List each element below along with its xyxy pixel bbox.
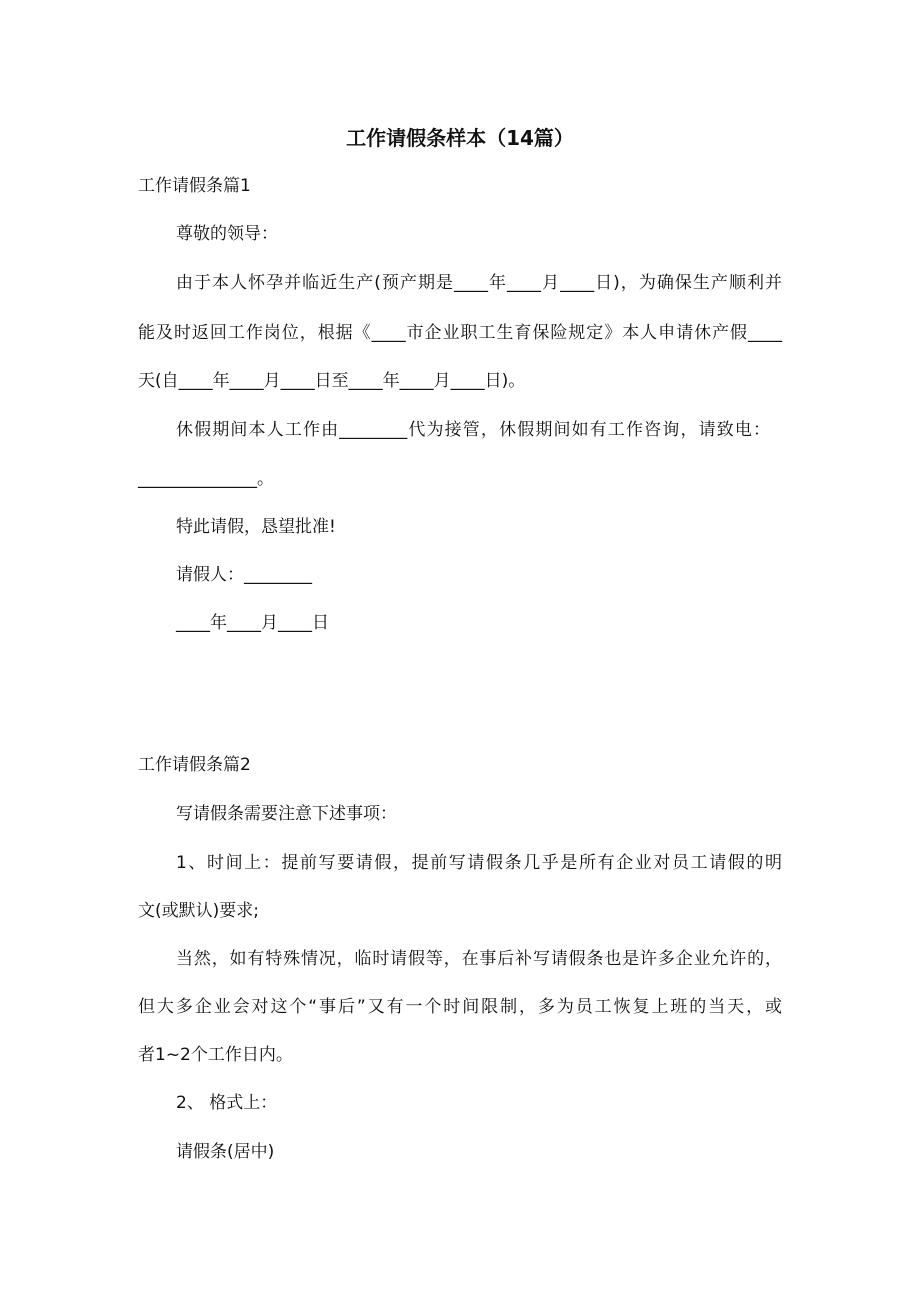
paragraph-3-line-1: 当然，如有特殊情况，临时请假等，在事后补写请假条也是许多企业允许的，	[176, 949, 782, 969]
paragraph-2-line-1: 休假期间本人工作由________代为接管，休假期间如有工作咨询，请致电：	[176, 420, 770, 440]
item-1-line-1: 1、时间上：提前写要请假，提前写请假条几乎是所有企业对员工请假的明	[176, 853, 782, 873]
section-2-intro: 写请假条需要注意下述事项：	[176, 804, 397, 824]
salutation: 尊敬的领导：	[176, 224, 278, 244]
paragraph-3-line-2: 但大多企业会对这个“事后”又有一个时间限制，多为员工恢复上班的当天，或	[138, 997, 782, 1017]
document-title: 工作请假条样本（14篇）	[346, 126, 574, 150]
paragraph-1-line-2: 能及时返回工作岗位，根据《____市企业职工生育保险规定》本人申请休产假____	[138, 323, 782, 343]
paragraph-3-line-3: 者1~2个工作日内。	[138, 1045, 293, 1065]
section-2-heading: 工作请假条篇2	[138, 755, 251, 775]
phone-blank-line: ______________。	[138, 469, 274, 489]
paragraph-1-line-1: 由于本人怀孕并临近生产(预产期是____年____月____日)，为确保生产顺利并	[176, 273, 782, 293]
format-title: 请假条(居中)	[176, 1142, 275, 1162]
item-2-line: 2、 格式上：	[176, 1093, 278, 1113]
date-line: ____年____月____日	[176, 613, 329, 633]
section-1-heading: 工作请假条篇1	[138, 176, 251, 196]
closing-remark: 特此请假，恳望批准!	[176, 517, 336, 537]
paragraph-1-line-3: 天(自____年____月____日至____年____月____日)。	[138, 371, 526, 391]
item-1-line-2: 文(或默认)要求;	[138, 901, 259, 921]
applicant-line: 请假人：________	[176, 565, 312, 585]
